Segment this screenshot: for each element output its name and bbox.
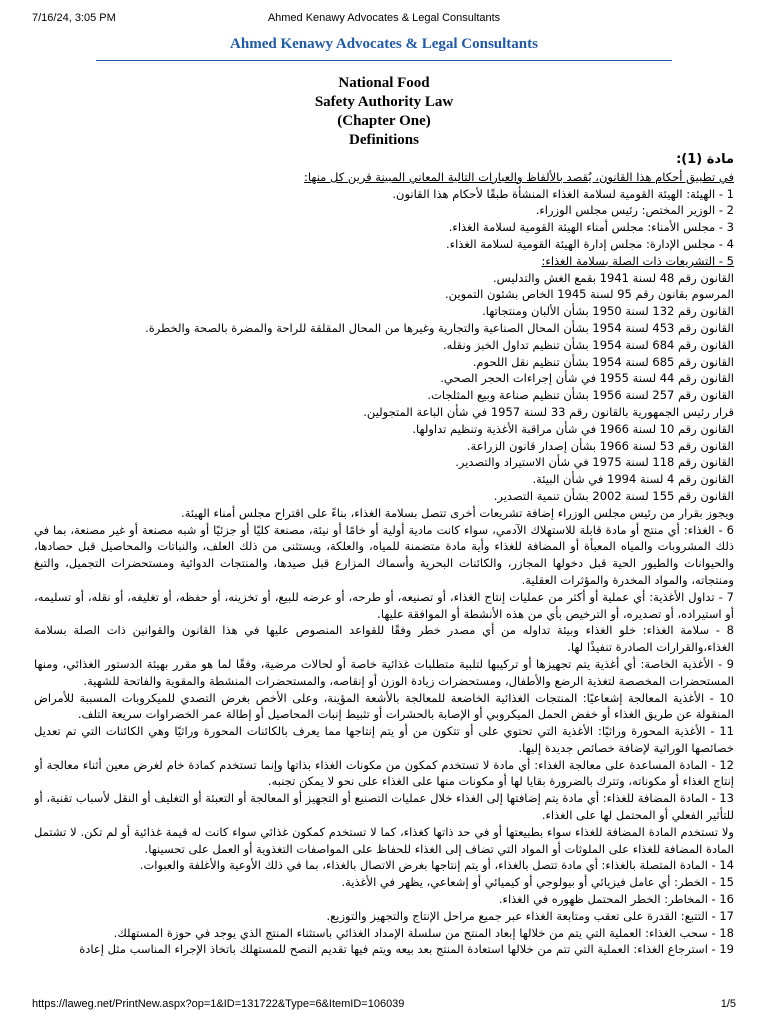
definition-line: القانون رقم 684 لسنة 1954 بشأن تنظيم تداول الخبز ونقله. [443,337,734,352]
definition-line: 5 - التشريعات ذات الصلة بسلامة الغذاء: [541,253,734,268]
definition-paragraph: 12 - المادة المساعدة على معالجة الغذاء: أي مادة لا تستخدم كمكون من مكونات الغذاء بذاتها وإنما تستخدم كمادة خام لغرض معين أثناء معالجة أو إنتاج الغذاء أو مكوناته، وتترك بالضرورة بقايا لها أو مكونات منها على الغذاء على نحو لا يمكن تجنبه. [34,757,734,789]
site-title: Ahmed Kenawy Advocates & Legal Consultants [230,36,538,52]
definition-line: المرسوم بقانون رقم 95 لسنة 1945 الخاص بشئون التموين. [445,287,734,302]
definition-line: 1 - الهيئة: الهيئة القومية لسلامة الغذاء المنشأة طبقًا لأحكام هذا القانون. [392,186,734,201]
definition-line: القانون رقم 118 لسنة 1975 في شأن الاستيراد والتصدير. [455,455,734,470]
article-body [34,152,734,1000]
definition-paragraph: 16 - المخاطر: الخطر المحتمل ظهوره في الغذاء. [498,892,734,907]
document-title-line: Safety Authority Law [314,94,454,110]
definition-paragraph: 11 - الأغذية المحورة وراثيًا: الأغذية التي تحتوي على أو تتكون من أو يتم إنتاجها مما يعرف بالكائنات المحورة وراثيًا وهي الكائنات التي تم تعديل خصائصها الوراثية لإضافة خصائص جديدة إليها. [34,724,734,755]
definition-line: القانون رقم 155 لسنة 2002 بشأن تنمية التصدير. [493,488,734,503]
document-title-line: Definitions [348,132,419,148]
definition-line: القانون رقم 453 لسنة 1954 بشأن المحال الصناعية والتجارية وغيرها من المحال المقلقة للراحة والمضرة بالصحة والخطرة. [145,320,734,335]
document-title [0,74,768,150]
definition-line: القانون رقم 53 لسنة 1966 بشأن إصدار قانون الزراعة. [466,438,734,453]
print-footer [32,998,736,1014]
definition-line: 4 - مجلس الإدارة: مجلس إدارة الهيئة القومية لسلامة الغذاء. [446,236,734,251]
article-heading: مادة (1): [676,152,734,167]
definition-line: القانون رقم 4 لسنة 1994 في شأن البيئة. [532,472,734,487]
definition-paragraph: 15 - الخطر: أي عامل فيزيائي أو بيولوجي أو كيميائي أو إشعاعي، يظهر في الأغذية. [341,875,734,890]
print-datetime: 7/16/24, 3:05 PM [32,12,116,24]
definition-line: القانون رقم 44 لسنة 1955 في شأن إجراءات الحجر الصحي. [440,371,734,386]
definition-line: القانون رقم 10 لسنة 1966 في شأن مراقبة الأغذية وتنظيم تداولها. [412,421,734,436]
print-url: https://laweg.net/PrintNew.aspx?op=1&ID=131722&Type=6&ItemID=106039 [32,998,405,1010]
definition-line: 2 - الوزير المختص: رئيس مجلس الوزراء. [535,203,734,218]
document-title-line: (Chapter One) [337,113,431,129]
definition-line: القانون رقم 257 لسنة 1956 بشأن تنظيم صناعة وبيع المثلجات. [427,388,734,403]
definition-paragraph: 7 - تداول الأغذية: أي عملية أو أكثر من عمليات إنتاج الغذاء، أو تصنيعه، أو طرحه، أو عرضه للبيع، أو تخزينه، أو حفظه، أو تغليفه، أو نقله، أو تسليمه، أو استيراده، أو تصديره، أو الترخيص بأي من هذه الأنشطة أو الموافقة عليها. [34,589,734,621]
definition-line: قرار رئيس الجمهورية بالقانون رقم 33 لسنة 1957 في شأن الباعة المتجولين. [363,404,734,419]
definition-line: القانون رقم 48 لسنة 1941 بقمع الغش والتدليس. [493,270,734,285]
definition-lines [34,186,734,505]
definition-paragraphs [34,505,734,959]
definition-paragraph: ولا تستخدم المادة المضافة للغذاء سواء بطبيعتها أو في حد ذاتها كغذاء، كما لا تستخدم كمكون غذائي سواء كانت له قيمة غذائية أو لم تكن. لا تشتمل المادة المضافة للغذاء على الملوثات أو المواد التي تضاف إلى الغذاء للحفاظ على المواصفات التغذوية أو العمل على تحسينها. [34,824,734,856]
print-header [32,12,736,28]
definition-line: 3 - مجلس الأمناء: مجلس أمناء الهيئة القومية لسلامة الغذاء. [448,220,734,235]
definition-paragraph: 10 - الأغذية المعالجة إشعاعيًا: المنتجات الغذائية الخاضعة للمعالجة بالأشعة المؤينة، وعلى الأخص بغرض التصدي للميكروبات المسببة للأمراض المنقولة عن طريق الغذاء أو خفض الحمل الميكروبي أو الإصابة بالحشرات أو تثبيط إنبات المحاصيل أو إطالة عمر الخضراوات سريعة التلف. [34,690,734,722]
definition-paragraph: 19 - استرجاع الغذاء: العملية التي تتم من خلالها استعادة المنتج بعد بيعه ويتم فيها تقديم النصح للمستهلك باتخاذ الإجراء المناسب مثل إعادة [79,942,734,957]
definition-paragraph: 18 - سحب الغذاء: العملية التي يتم من خلالها إبعاد المنتج من سلسلة الإمداد الغذائي باستثناء المنتج الذي يوجد في حوزة المستهلك. [113,925,734,940]
definition-paragraph: 13 - المادة المضافة للغذاء: أي مادة يتم إضافتها إلى الغذاء خلال عمليات التصنيع أو التجهيز أو المعالجة أو التعبئة أو التغليف أو النقل لأسباب تقنية، أو للتأثير الفعلي أو المحتمل لها على الغذاء. [34,791,734,823]
definition-paragraph: 17 - التتبع: القدرة على تعقب ومتابعة الغذاء عبر جميع مراحل الإنتاج والتجهيز والتوزيع. [326,908,734,923]
print-page-title: Ahmed Kenawy Advocates & Legal Consultants [267,12,501,24]
definition-line: القانون رقم 685 لسنة 1954 بشأن تنظيم نقل اللحوم. [472,354,734,369]
definition-paragraph: ويجوز بقرار من رئيس مجلس الوزراء إضافة تشريعات أخرى تتصل بسلامة الغذاء، بناءً على اقتراح مجلس أمناء الهيئة. [181,505,734,520]
article-intro: في تطبيق أحكام هذا القانون، يُقصد بالألفاظ والعبارات التالية المعاني المبينة قرين كل منها: [304,169,734,184]
definition-paragraph: 8 - سلامة الغذاء: خلو الغذاء وبيئة تداوله من أي مصدر خطر وفقًا للقواعد المنصوص عليها في هذا القانون والقوانين ذات الصلة بسلامة الغذاء،والقرارات الصادرة تنفيذًا لها. [34,623,734,655]
print-page-number: 1/5 [720,998,736,1010]
definition-paragraph: 6 - الغذاء: أي منتج أو مادة قابلة للاستهلاك الآدمي، سواء كانت مادية أولية أو خامًا أو نيئة، مصنعة كليًا أو جزئيًا أو شبه مصنعة أو غير مصنعة، بما في ذلك المشروبات والمياه المعبأة أو المضافة للغذاء وأية مادة متضمنة للمياه، والعلكة، ويستثنى من ذلك العلف، والنباتات والمحاصيل قبل حصادها، والحيوانات والطيور الحية قبل دخولها المجازر، والكائنات البحرية وأسماك المزارع قبل صيدها، والمنتجات الدوائية ومستحضرات التجميل، والتبغ ومنتجاته، والمواد المخدرة والمؤثرات العقلية. [34,522,734,587]
definition-paragraph: 9 - الأغذية الخاصة: أي أغذية يتم تجهيزها أو تركيبها لتلبية متطلبات غذائية خاصة أو لحالات مرضية، وفقًا لما هو مقرر بهيئة الدستور الغذائي، ومنها المستحضرات المخصصة لتغذية الرضع والأطفال، ومستحضرات زيادة الوزن أو إنقاصه، والمستحضرات المنشطة والمقوية والفاتحة للشهية. [34,656,734,688]
title-divider [96,60,672,61]
definition-line: القانون رقم 132 لسنة 1950 بشأن الألبان ومنتجاتها. [482,304,734,319]
definition-paragraph: 14 - المادة المتصلة بالغذاء: أي مادة تتصل بالغذاء، أو يتم إنتاجها بغرض الاتصال بالغذاء، بما في ذلك الأوعية والأغلفة والعبوات. [139,858,734,873]
document-title-line: National Food [338,75,430,91]
